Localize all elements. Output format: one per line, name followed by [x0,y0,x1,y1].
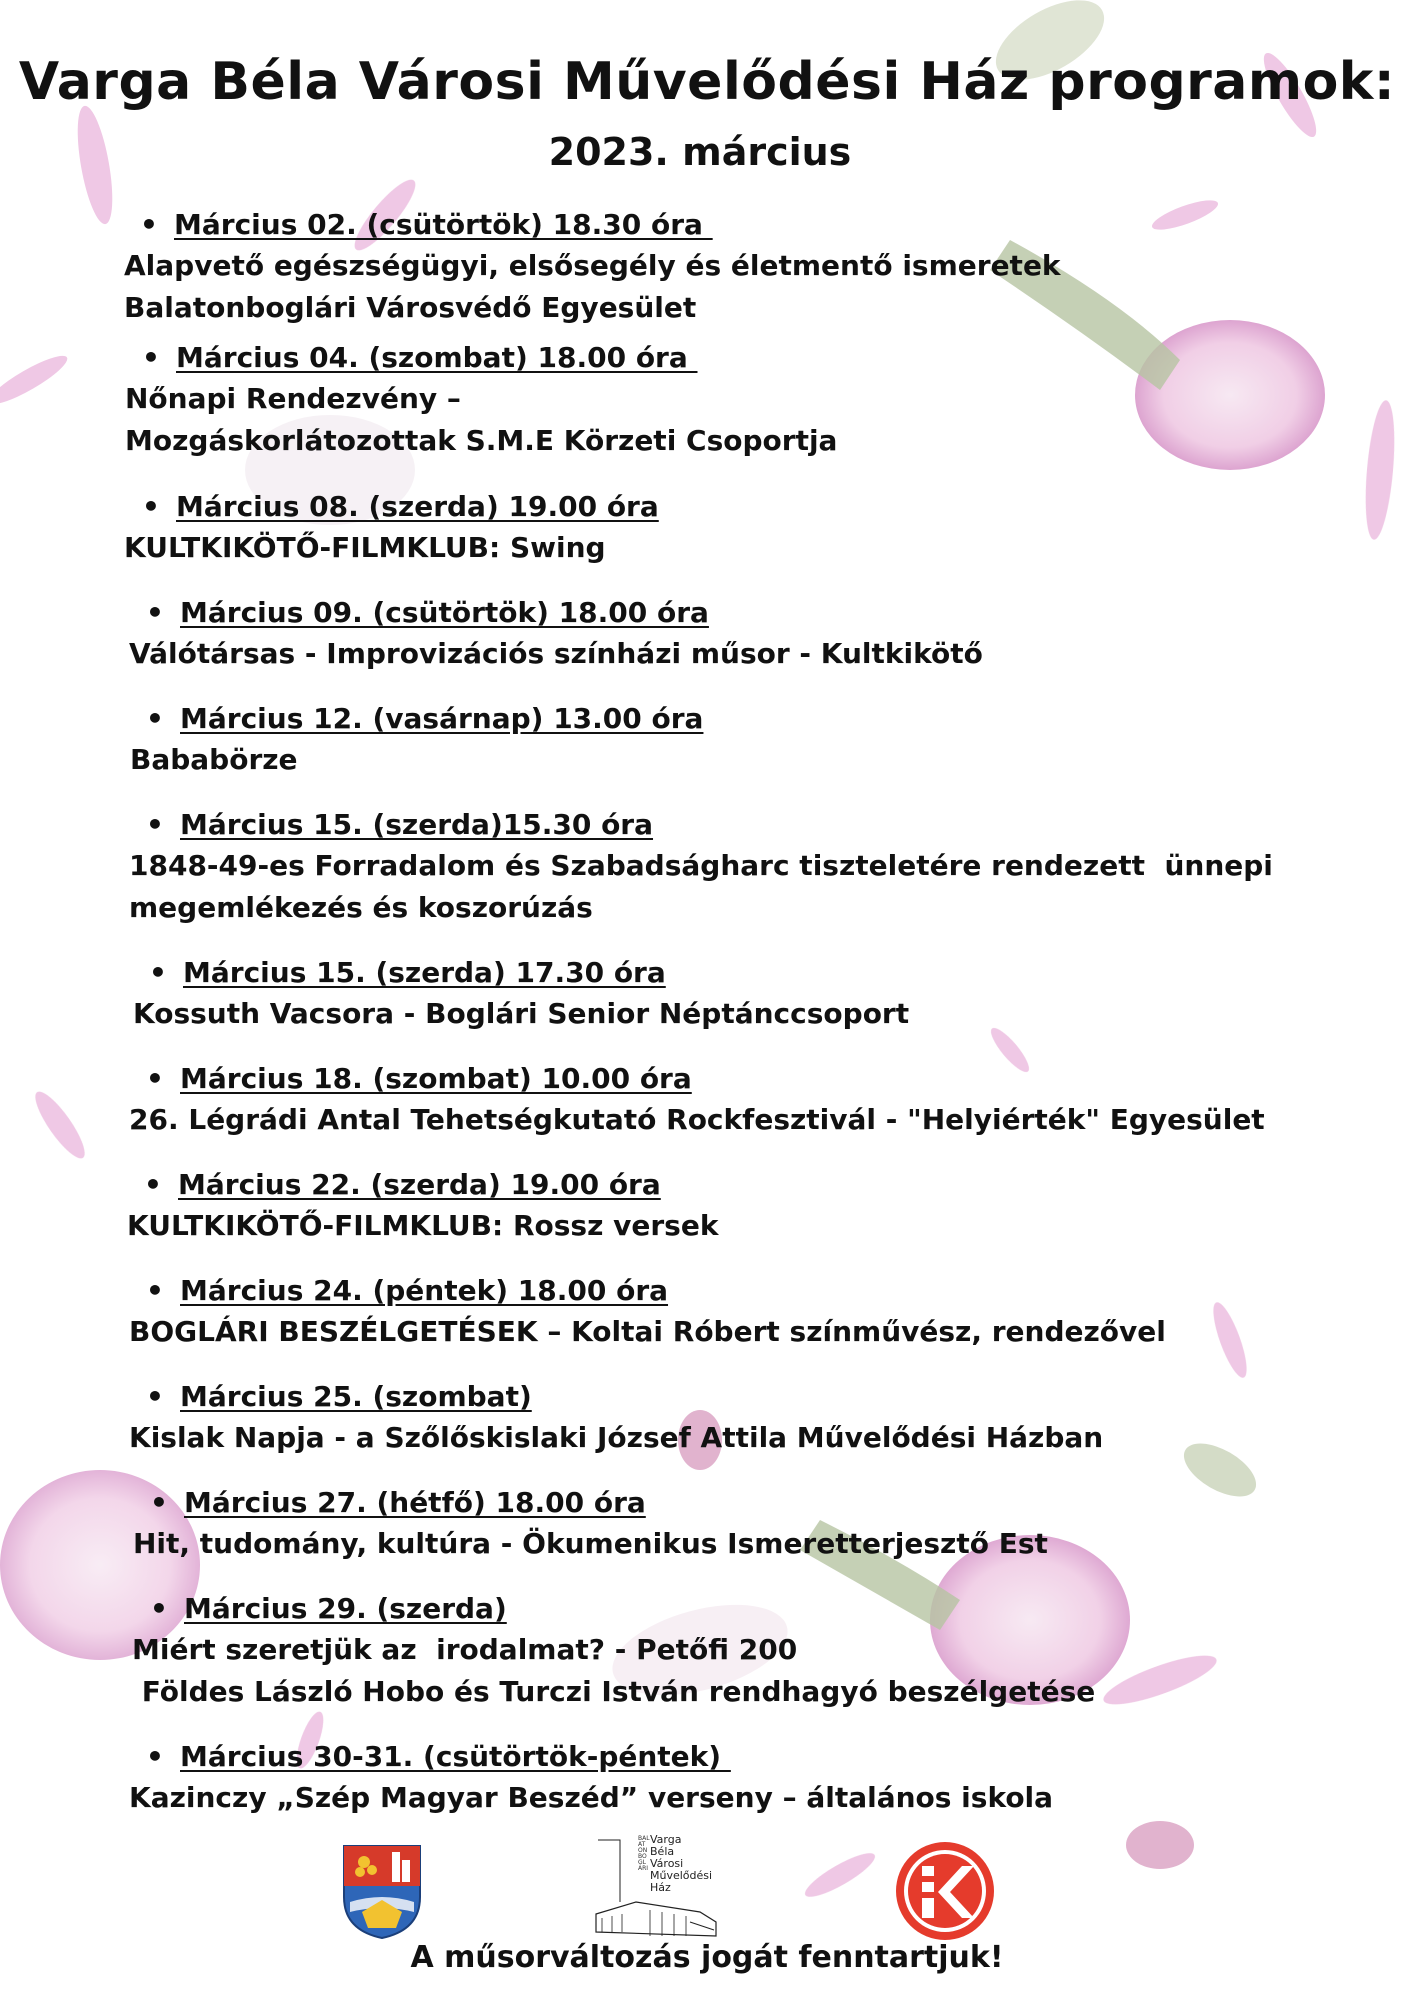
event-date: • Március 09. (csütörtök) 18.00 óra [146,593,983,633]
event-item [129,805,1273,929]
page-title: Varga Béla Városi Művelődési Ház programok: [18,52,1396,112]
event-item [129,1377,1104,1459]
event-date: • Március 15. (szerda)15.30 óra [146,805,1273,845]
event-item [127,1165,719,1247]
event-description: KULTKIKÖTŐ-FILMKLUB: Swing [124,531,606,564]
logo-row [0,1830,1414,1950]
event-date: • Március 15. (szerda) 17.30 óra [149,953,909,993]
event-organizer: Balatonboglári Városvédő Egyesület [124,291,697,324]
event-item [130,699,704,781]
kultkikoto-logo [894,1840,996,1942]
event-description: Kislak Napja - a Szőlőskislaki József Attila Művelődési Házban [129,1421,1104,1454]
event-description: Hit, tudomány, kultúra - Ökumenikus Ismeretterjesztő Est [133,1527,1048,1560]
event-description: Alapvető egészségügyi, elsősegély és életmentő ismeretek [124,249,1061,282]
event-date: • Március 04. (szombat) 18.00 óra [142,338,837,378]
event-date: • Március 12. (vasárnap) 13.00 óra [146,699,703,739]
event-description-cont: megemlékezés és koszorúzás [129,891,593,924]
event-description: KULTKIKÖTŐ-FILMKLUB: Rossz versek [127,1209,719,1242]
event-description-cont: Földes László Hobo és Turczi István rendhagyó beszélgetése [132,1675,1096,1708]
event-description: Nőnapi Rendezvény – [125,382,461,415]
event-item [133,953,910,1035]
event-item [129,593,983,675]
event-date: • Március 27. (hétfő) 18.00 óra [150,1483,1048,1523]
event-organizer: Mozgáskorlátozottak S.M.E Körzeti Csoportja [125,424,838,457]
event-item [129,1059,1265,1141]
event-item [129,1271,1166,1353]
event-item [132,1589,1096,1713]
event-date: • Március 30-31. (csütörtök-péntek) [146,1737,1053,1777]
page-subtitle: 2023. március [548,130,852,174]
event-date: • Március 22. (szerda) 19.00 óra [144,1165,718,1205]
event-date: • Március 08. (szerda) 19.00 óra [142,487,659,527]
coat-of-arms-logo [340,1842,424,1940]
event-description: Miért szeretjük az irodalmat? - Petőfi 200 [132,1633,798,1666]
event-date: • Március 25. (szombat) [146,1377,1103,1417]
footer-disclaimer: A műsorváltozás jogát fenntartjuk! [410,1940,1004,1975]
event-date: • Március 29. (szerda) [150,1589,1095,1629]
event-description: Kossuth Vacsora - Boglári Senior Néptánccsoport [133,997,910,1030]
event-item [124,487,659,569]
event-date: • Március 02. (csütörtök) 18.30 óra [140,205,1061,245]
event-date: • Március 18. (szombat) 10.00 óra [146,1059,1265,1099]
event-item [133,1483,1048,1565]
logo-vertical-text: BALATONBOGLÁRI [638,1835,650,1872]
event-description: 26. Légrádi Antal Tehetségkutató Rockfesztivál - "Helyiérték" Egyesület [129,1103,1265,1136]
cultural-house-logo [590,1832,722,1942]
event-item [125,338,838,462]
event-description: Válótársas - Improvizációs színházi műsor - Kultkikötő [129,637,983,670]
logo-name-text: Varga Béla Városi Művelődési Ház [650,1833,713,1894]
event-description: Bababörze [130,743,298,776]
event-description: BOGLÁRI BESZÉLGETÉSEK – Koltai Róbert színművész, rendezővel [129,1315,1166,1348]
event-date: • Március 24. (péntek) 18.00 óra [146,1271,1166,1311]
event-description: 1848-49-es Forradalom és Szabadságharc tiszteletére rendezett ünnepi [129,849,1273,882]
event-item [129,1737,1054,1819]
event-item [124,205,1061,329]
event-description: Kazinczy „Szép Magyar Beszéd” verseny – általános iskola [129,1781,1054,1814]
